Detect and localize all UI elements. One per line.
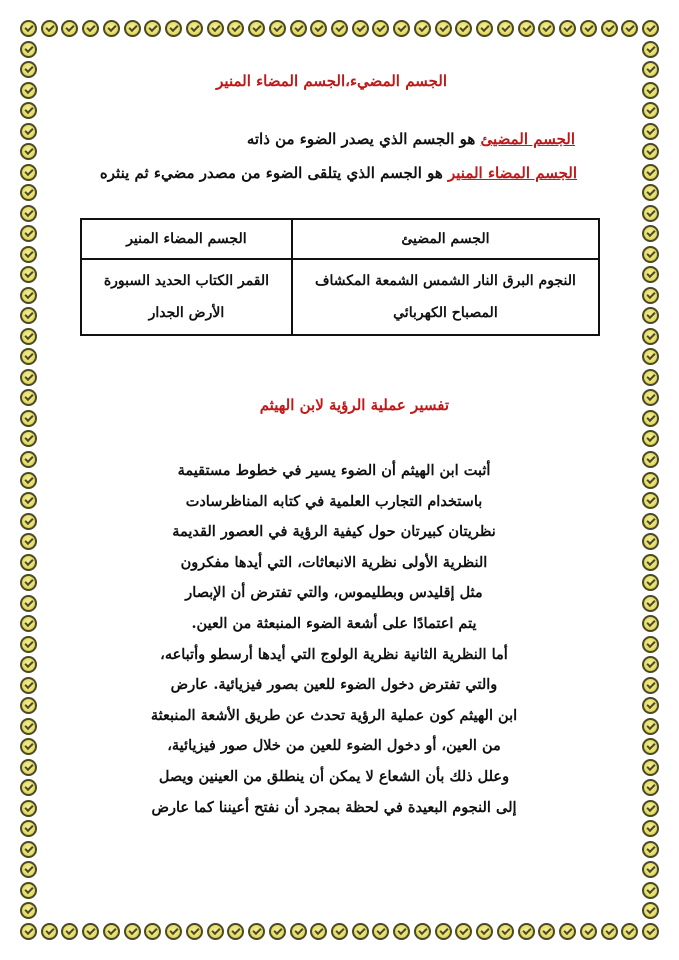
check-bead-icon bbox=[269, 20, 286, 37]
check-bead-icon bbox=[20, 533, 37, 550]
check-bead-icon bbox=[621, 20, 638, 37]
check-bead-icon bbox=[41, 20, 58, 37]
check-bead-icon bbox=[642, 82, 659, 99]
check-bead-icon bbox=[435, 923, 452, 940]
check-bead-icon bbox=[476, 923, 493, 940]
check-bead-icon bbox=[103, 20, 120, 37]
check-bead-icon bbox=[642, 861, 659, 878]
paragraph-line: باستخدام التجارب العلمية في كتابه المناظرسادت bbox=[185, 492, 483, 510]
document-page bbox=[52, 44, 627, 916]
check-bead-icon bbox=[20, 902, 37, 919]
check-bead-icon bbox=[642, 779, 659, 796]
check-bead-icon bbox=[414, 20, 431, 37]
check-bead-icon bbox=[331, 20, 348, 37]
check-bead-icon bbox=[642, 636, 659, 653]
check-bead-icon bbox=[20, 923, 37, 940]
check-bead-icon bbox=[20, 143, 37, 160]
check-bead-icon bbox=[20, 82, 37, 99]
check-bead-icon bbox=[61, 923, 78, 940]
check-bead-icon bbox=[642, 348, 659, 365]
check-bead-icon bbox=[642, 246, 659, 263]
check-bead-icon bbox=[642, 164, 659, 181]
check-bead-icon bbox=[621, 923, 638, 940]
paragraph-line: وعلل ذلك بأن الشعاع لا يمكن أن ينطلق من العينين ويصل bbox=[158, 767, 510, 785]
check-bead-icon bbox=[207, 20, 224, 37]
check-bead-icon bbox=[207, 923, 224, 940]
check-bead-icon bbox=[642, 615, 659, 632]
check-bead-icon bbox=[61, 20, 78, 37]
check-bead-icon bbox=[20, 369, 37, 386]
check-bead-icon bbox=[20, 287, 37, 304]
definition-illuminated bbox=[100, 164, 577, 182]
check-bead-icon bbox=[642, 430, 659, 447]
check-bead-icon bbox=[165, 923, 182, 940]
check-bead-icon bbox=[642, 492, 659, 509]
check-bead-icon bbox=[310, 923, 327, 940]
definition-text: هو الجسم الذي يتلقى الضوء من مصدر مضيء ثم ينثره bbox=[99, 164, 448, 182]
paragraph-line: أثبت ابن الهيثم أن الضوء يسير في خطوط مستقيمة bbox=[177, 462, 491, 479]
check-bead-icon bbox=[476, 20, 493, 37]
check-bead-icon bbox=[642, 595, 659, 612]
check-bead-icon bbox=[642, 513, 659, 530]
check-bead-icon bbox=[642, 266, 659, 283]
check-bead-icon bbox=[455, 923, 472, 940]
paragraph-line: أما النظرية الثانية نظرية الولوج التي أيدها أرسطو وأتباعه، bbox=[160, 645, 508, 663]
check-bead-icon bbox=[435, 20, 452, 37]
section-title: تفسير عملية الرؤية لابن الهيثم bbox=[259, 396, 449, 414]
definition-luminous bbox=[247, 130, 575, 148]
check-bead-icon bbox=[103, 923, 120, 940]
check-bead-icon bbox=[20, 779, 37, 796]
check-bead-icon bbox=[20, 492, 37, 509]
check-bead-icon bbox=[20, 472, 37, 489]
check-bead-icon bbox=[20, 389, 37, 406]
check-bead-icon bbox=[642, 307, 659, 324]
check-bead-icon bbox=[642, 923, 659, 940]
check-bead-icon bbox=[20, 615, 37, 632]
table-header-row bbox=[81, 219, 599, 259]
check-bead-icon bbox=[642, 738, 659, 755]
check-bead-icon bbox=[601, 923, 618, 940]
check-bead-icon bbox=[497, 923, 514, 940]
check-bead-icon bbox=[20, 348, 37, 365]
comparison-table bbox=[80, 218, 600, 336]
check-bead-icon bbox=[393, 20, 410, 37]
check-bead-icon bbox=[20, 20, 37, 37]
definition-term: الجسم المضيئ bbox=[480, 130, 575, 148]
definition-text: هو الجسم الذي يصدر الضوء من ذاته bbox=[246, 130, 481, 148]
check-bead-icon bbox=[642, 287, 659, 304]
check-bead-icon bbox=[144, 923, 161, 940]
check-bead-icon bbox=[41, 923, 58, 940]
check-bead-icon bbox=[642, 143, 659, 160]
check-bead-icon bbox=[352, 20, 369, 37]
check-bead-icon bbox=[20, 328, 37, 345]
check-bead-icon bbox=[331, 923, 348, 940]
check-bead-icon bbox=[642, 554, 659, 571]
check-bead-icon bbox=[290, 20, 307, 37]
check-bead-icon bbox=[20, 513, 37, 530]
check-bead-icon bbox=[144, 20, 161, 37]
check-bead-icon bbox=[20, 225, 37, 242]
check-bead-icon bbox=[290, 923, 307, 940]
check-bead-icon bbox=[165, 20, 182, 37]
page-title: الجسم المضيء،الجسم المضاء المنير bbox=[216, 72, 447, 90]
paragraph-line: مثل إقليدس وبطليموس، والتي تفترض أن الإبصار bbox=[185, 584, 483, 602]
check-bead-icon bbox=[186, 923, 203, 940]
body-paragraph bbox=[109, 456, 559, 823]
check-bead-icon bbox=[20, 41, 37, 58]
check-bead-icon bbox=[20, 554, 37, 571]
check-bead-icon bbox=[642, 451, 659, 468]
paragraph-line: نظريتان كبيرتان حول كيفية الرؤية في العصور القديمة bbox=[172, 523, 496, 541]
check-bead-icon bbox=[20, 61, 37, 78]
check-bead-icon bbox=[20, 697, 37, 714]
check-bead-icon bbox=[642, 656, 659, 673]
check-bead-icon bbox=[642, 820, 659, 837]
check-bead-icon bbox=[20, 738, 37, 755]
check-bead-icon bbox=[559, 20, 576, 37]
paragraph-line: إلى النجوم البعيدة في لحظة بمجرد أن نفتح أعيننا كما عارض bbox=[151, 798, 517, 816]
check-bead-icon bbox=[20, 656, 37, 673]
check-bead-icon bbox=[20, 266, 37, 283]
check-bead-icon bbox=[20, 410, 37, 427]
check-bead-icon bbox=[248, 20, 265, 37]
paragraph-line: والتي تفترض دخول الضوء للعين بصور فيزيائية. عارض bbox=[170, 676, 498, 694]
table-cell: القمر الكتاب الحديد السبورة الأرض الجدار bbox=[81, 259, 292, 335]
check-bead-icon bbox=[20, 595, 37, 612]
check-bead-icon bbox=[20, 184, 37, 201]
check-bead-icon bbox=[20, 820, 37, 837]
check-bead-icon bbox=[20, 451, 37, 468]
check-bead-icon bbox=[642, 718, 659, 735]
paragraph-line: يتم اعتمادًا على أشعة الضوء المنبعثة من العين. bbox=[191, 614, 477, 632]
check-bead-icon bbox=[20, 718, 37, 735]
paragraph-line: من العين، أو دخول الضوء للعين من خلال صور فيزيائية، bbox=[167, 737, 501, 755]
check-bead-icon bbox=[20, 882, 37, 899]
check-bead-icon bbox=[20, 861, 37, 878]
check-bead-icon bbox=[642, 328, 659, 345]
definition-term: الجسم المضاء المنير bbox=[447, 164, 577, 182]
check-bead-icon bbox=[20, 800, 37, 817]
check-bead-icon bbox=[20, 636, 37, 653]
check-bead-icon bbox=[186, 20, 203, 37]
check-bead-icon bbox=[538, 923, 555, 940]
paragraph-line: ابن الهيثم كون عملية الرؤية تحدث عن طريق الأشعة المنبعثة bbox=[150, 706, 518, 724]
check-bead-icon bbox=[497, 20, 514, 37]
check-bead-icon bbox=[642, 225, 659, 242]
check-bead-icon bbox=[20, 574, 37, 591]
check-bead-icon bbox=[642, 184, 659, 201]
check-bead-icon bbox=[642, 389, 659, 406]
table-row bbox=[81, 259, 599, 335]
check-bead-icon bbox=[372, 20, 389, 37]
check-bead-icon bbox=[642, 882, 659, 899]
check-bead-icon bbox=[227, 20, 244, 37]
check-bead-icon bbox=[82, 20, 99, 37]
check-bead-icon bbox=[538, 20, 555, 37]
check-bead-icon bbox=[642, 123, 659, 140]
check-bead-icon bbox=[642, 205, 659, 222]
check-bead-icon bbox=[559, 923, 576, 940]
check-bead-icon bbox=[642, 902, 659, 919]
check-bead-icon bbox=[642, 472, 659, 489]
check-bead-icon bbox=[642, 574, 659, 591]
check-bead-icon bbox=[269, 923, 286, 940]
check-bead-icon bbox=[642, 61, 659, 78]
check-bead-icon bbox=[20, 677, 37, 694]
check-bead-icon bbox=[372, 923, 389, 940]
check-bead-icon bbox=[310, 20, 327, 37]
check-bead-icon bbox=[248, 923, 265, 940]
check-bead-icon bbox=[642, 20, 659, 37]
check-bead-icon bbox=[393, 923, 410, 940]
check-bead-icon bbox=[518, 923, 535, 940]
check-bead-icon bbox=[20, 841, 37, 858]
check-bead-icon bbox=[642, 800, 659, 817]
check-bead-icon bbox=[642, 102, 659, 119]
table-cell: النجوم البرق النار الشمس الشمعة المكشاف المصباح الكهربائي bbox=[292, 259, 599, 335]
check-bead-icon bbox=[642, 697, 659, 714]
check-bead-icon bbox=[601, 20, 618, 37]
check-bead-icon bbox=[20, 759, 37, 776]
check-bead-icon bbox=[20, 102, 37, 119]
check-bead-icon bbox=[352, 923, 369, 940]
check-bead-icon bbox=[414, 923, 431, 940]
check-bead-icon bbox=[455, 20, 472, 37]
table-header-cell: الجسم المضاء المنير bbox=[81, 219, 292, 259]
check-bead-icon bbox=[20, 246, 37, 263]
check-bead-icon bbox=[580, 923, 597, 940]
table-header-cell: الجسم المضيئ bbox=[292, 219, 599, 259]
check-bead-icon bbox=[20, 123, 37, 140]
check-bead-icon bbox=[642, 533, 659, 550]
check-bead-icon bbox=[642, 41, 659, 58]
check-bead-icon bbox=[124, 20, 141, 37]
check-bead-icon bbox=[124, 923, 141, 940]
check-bead-icon bbox=[642, 677, 659, 694]
check-bead-icon bbox=[82, 923, 99, 940]
check-bead-icon bbox=[20, 307, 37, 324]
check-bead-icon bbox=[642, 841, 659, 858]
check-bead-icon bbox=[642, 369, 659, 386]
check-bead-icon bbox=[20, 164, 37, 181]
check-bead-icon bbox=[642, 410, 659, 427]
check-bead-icon bbox=[642, 759, 659, 776]
check-bead-icon bbox=[227, 923, 244, 940]
check-bead-icon bbox=[20, 430, 37, 447]
check-bead-icon bbox=[580, 20, 597, 37]
check-bead-icon bbox=[518, 20, 535, 37]
check-bead-icon bbox=[20, 205, 37, 222]
paragraph-line: النظرية الأولى نظرية الانبعاثات، التي أيدها مفكرون bbox=[180, 553, 488, 571]
